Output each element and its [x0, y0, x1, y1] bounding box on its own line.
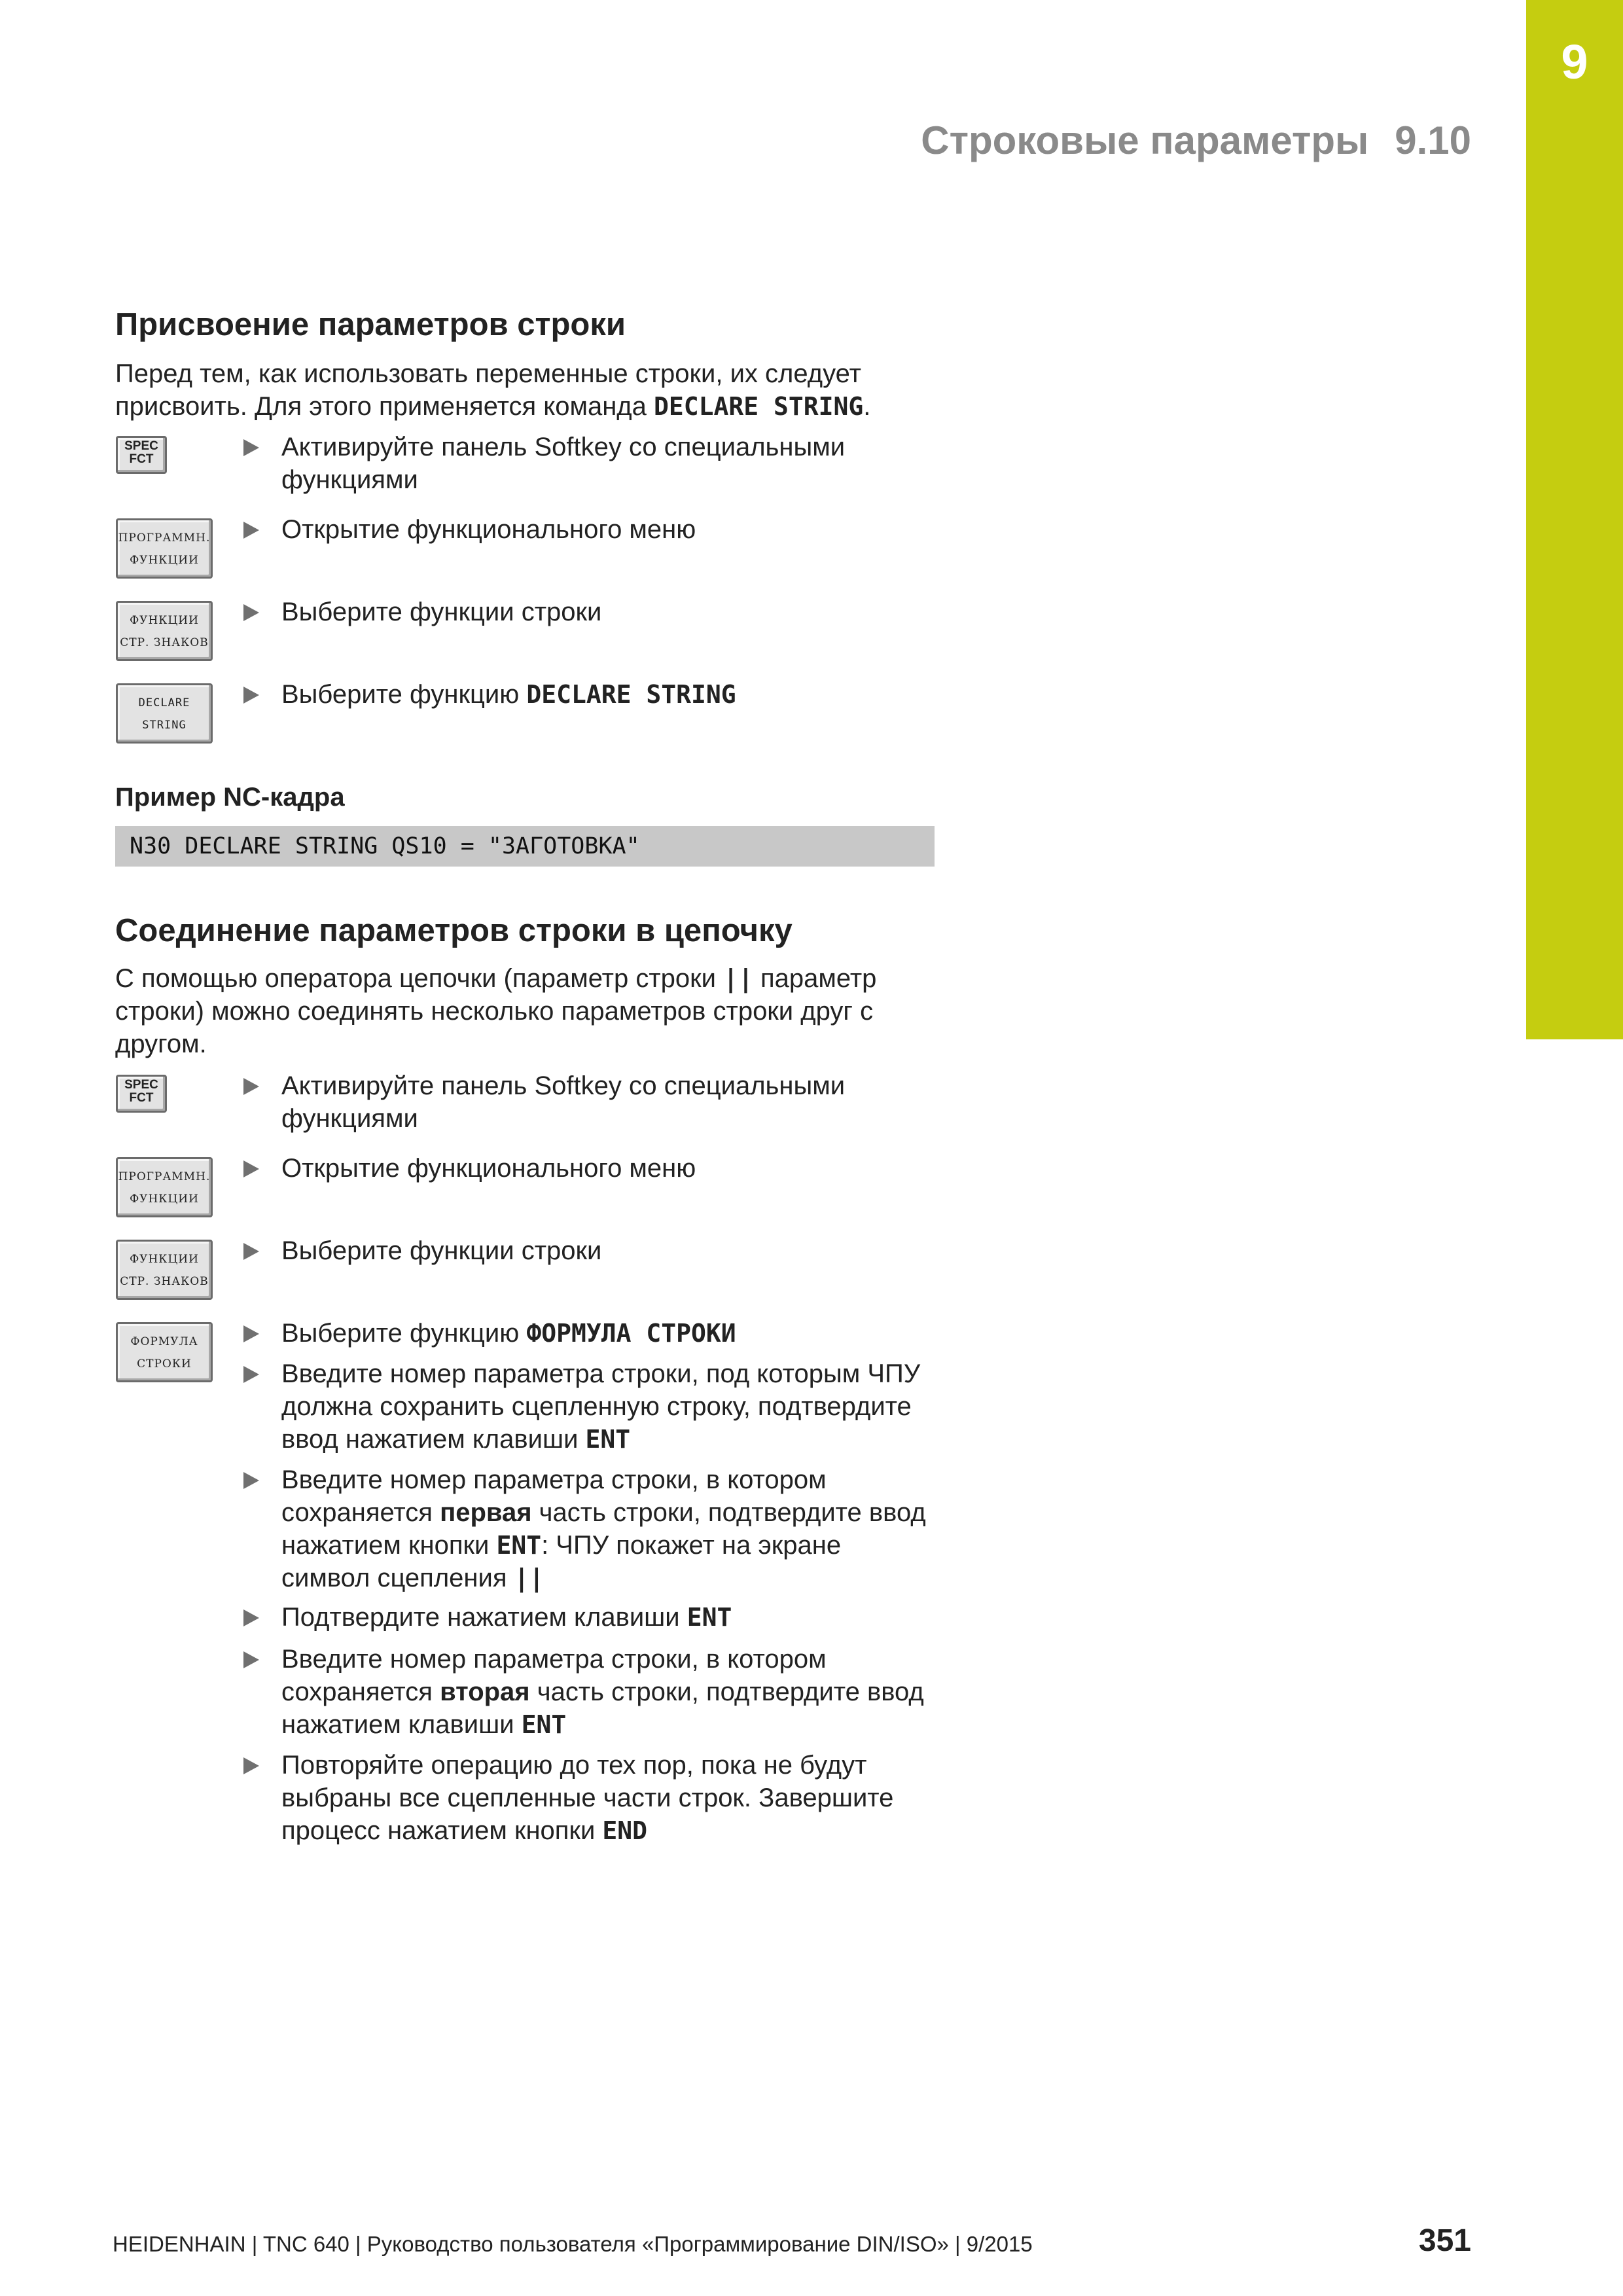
- section-intro-assign: [115, 357, 933, 423]
- step-emphasis: первая: [440, 1498, 532, 1527]
- running-head: [921, 118, 1471, 163]
- step-code: ENT: [496, 1531, 542, 1560]
- softkey-prog-functions[interactable]: [116, 518, 213, 579]
- key-label: FCT: [129, 452, 154, 466]
- key-label: ФУНКЦИИ: [130, 1253, 199, 1266]
- step-text: Выберите функцию: [281, 1319, 527, 1348]
- step-item: [281, 1463, 936, 1594]
- step-item: [281, 596, 936, 628]
- bullet-triangle-icon: [243, 1609, 259, 1626]
- step-item: [281, 1152, 936, 1185]
- step-text: Выберите функции строки: [281, 1236, 602, 1265]
- intro-code: DECLARE STRING: [654, 392, 864, 421]
- section-heading-concat: Соединение параметров строки в цепочку: [115, 913, 793, 948]
- step-emphasis: вторая: [440, 1677, 530, 1706]
- running-head-title: Строковые параметры: [921, 118, 1369, 162]
- step-text: Открытие функционального меню: [281, 1154, 696, 1183]
- key-label: ФУНКЦИИ: [130, 1193, 199, 1206]
- step-code: ФОРМУЛА СТРОКИ: [526, 1319, 736, 1348]
- step-text: Повторяйте операцию до тех пор, пока не будут выбраны все сцепленные части строк. Завершите процесс нажатием кнопки: [281, 1751, 894, 1845]
- key-label: СТР. ЗНАКОВ: [120, 1275, 209, 1288]
- step-code: DECLARE STRING: [526, 680, 736, 709]
- step-item: [281, 678, 936, 711]
- softkey-declare-string[interactable]: [116, 683, 213, 744]
- step-item: [281, 1643, 936, 1741]
- step-item: [281, 1357, 936, 1456]
- spec-fct-key[interactable]: [116, 436, 167, 474]
- page-number: 351: [1418, 2223, 1471, 2258]
- key-label: ПРОГРАММН.: [118, 531, 211, 545]
- step-code: ||: [514, 1564, 544, 1592]
- key-label: ФОРМУЛА: [130, 1335, 198, 1348]
- key-label: SPEC: [124, 439, 158, 453]
- step-text: Активируйте панель Softkey со специальными функциями: [281, 433, 846, 494]
- step-item: [281, 513, 936, 546]
- step-text: Выберите функции строки: [281, 598, 602, 626]
- step-code: ENT: [687, 1603, 732, 1632]
- key-label: DECLARE: [138, 696, 190, 709]
- key-label: СТР. ЗНАКОВ: [120, 636, 209, 649]
- intro-code: ||: [723, 964, 753, 993]
- step-code: ENT: [585, 1425, 631, 1454]
- step-text: Активируйте панель Softkey со специальными функциями: [281, 1071, 846, 1133]
- bullet-triangle-icon: [243, 1325, 259, 1342]
- chapter-tab: [1526, 0, 1623, 1039]
- step-text: часть строки, подтвердите ввод нажатием кнопки: [281, 1498, 926, 1560]
- page-footer: HEIDENHAIN | TNC 640 | Руководство пользователя «Программирование DIN/ISO» | 9/2015: [113, 2232, 1033, 2256]
- intro-text-end: параметр строки) можно соединять несколько параметров строки друг с другом.: [115, 964, 877, 1058]
- step-item: [281, 1234, 936, 1267]
- bullet-triangle-icon: [243, 1243, 259, 1260]
- step-text: Открытие функционального меню: [281, 515, 696, 544]
- intro-text-end: .: [863, 392, 871, 421]
- bullet-triangle-icon: [243, 687, 259, 704]
- bullet-triangle-icon: [243, 1757, 259, 1774]
- key-label: ФУНКЦИИ: [130, 614, 199, 627]
- bullet-triangle-icon: [243, 439, 259, 456]
- section-intro-concat: [115, 962, 933, 1060]
- intro-text: С помощью оператора цепочки (параметр строки: [115, 964, 724, 993]
- softkey-string-functions[interactable]: [116, 1240, 213, 1300]
- intro-text: Перед тем, как использовать переменные строки, их следует присвоить. Для этого применяется команда: [115, 359, 861, 421]
- step-text: : ЧПУ покажет на экране символ сцепления: [281, 1531, 842, 1592]
- step-item: [281, 1069, 936, 1135]
- step-item: [281, 1601, 936, 1634]
- key-label: STRING: [142, 719, 187, 732]
- step-text: Введите номер параметра строки, под которым ЧПУ должна сохранить сцепленную строку, подтвердите ввод нажатием клавиши: [281, 1359, 921, 1454]
- section-heading-assign: Присвоение параметров строки: [115, 307, 626, 342]
- key-label: ПРОГРАММН.: [118, 1170, 211, 1183]
- softkey-string-functions[interactable]: [116, 601, 213, 661]
- step-code: END: [602, 1816, 648, 1845]
- example-code-block: N30 DECLARE STRING QS10 = "ЗАГОТОВКА": [115, 826, 935, 867]
- step-text: Подтвердите нажатием клавиши: [281, 1603, 687, 1632]
- bullet-triangle-icon: [243, 604, 259, 621]
- bullet-triangle-icon: [243, 522, 259, 539]
- bullet-triangle-icon: [243, 1160, 259, 1177]
- bullet-triangle-icon: [243, 1078, 259, 1095]
- running-head-section: 9.10: [1395, 118, 1471, 162]
- step-item: [281, 1317, 936, 1350]
- key-label: ФУНКЦИИ: [130, 554, 199, 567]
- softkey-string-formula[interactable]: [116, 1322, 213, 1382]
- bullet-triangle-icon: [243, 1472, 259, 1489]
- chapter-number: 9: [1561, 35, 1588, 89]
- step-item: [281, 431, 936, 496]
- bullet-triangle-icon: [243, 1366, 259, 1383]
- step-text: Выберите функцию: [281, 680, 527, 709]
- example-label: Пример NC-кадра: [115, 783, 345, 812]
- bullet-triangle-icon: [243, 1651, 259, 1668]
- key-label: FCT: [129, 1091, 154, 1105]
- spec-fct-key[interactable]: [116, 1075, 167, 1113]
- key-label: СТРОКИ: [137, 1357, 192, 1371]
- key-label: SPEC: [124, 1078, 158, 1092]
- step-text: Введите номер параметра строки, в котором сохраняется: [281, 1465, 827, 1527]
- step-text: часть строки, подтвердите ввод нажатием клавиши: [281, 1677, 924, 1739]
- softkey-prog-functions[interactable]: [116, 1157, 213, 1217]
- step-code: ENT: [521, 1710, 567, 1739]
- step-text: Введите номер параметра строки, в котором сохраняется: [281, 1645, 827, 1706]
- step-item: [281, 1749, 936, 1847]
